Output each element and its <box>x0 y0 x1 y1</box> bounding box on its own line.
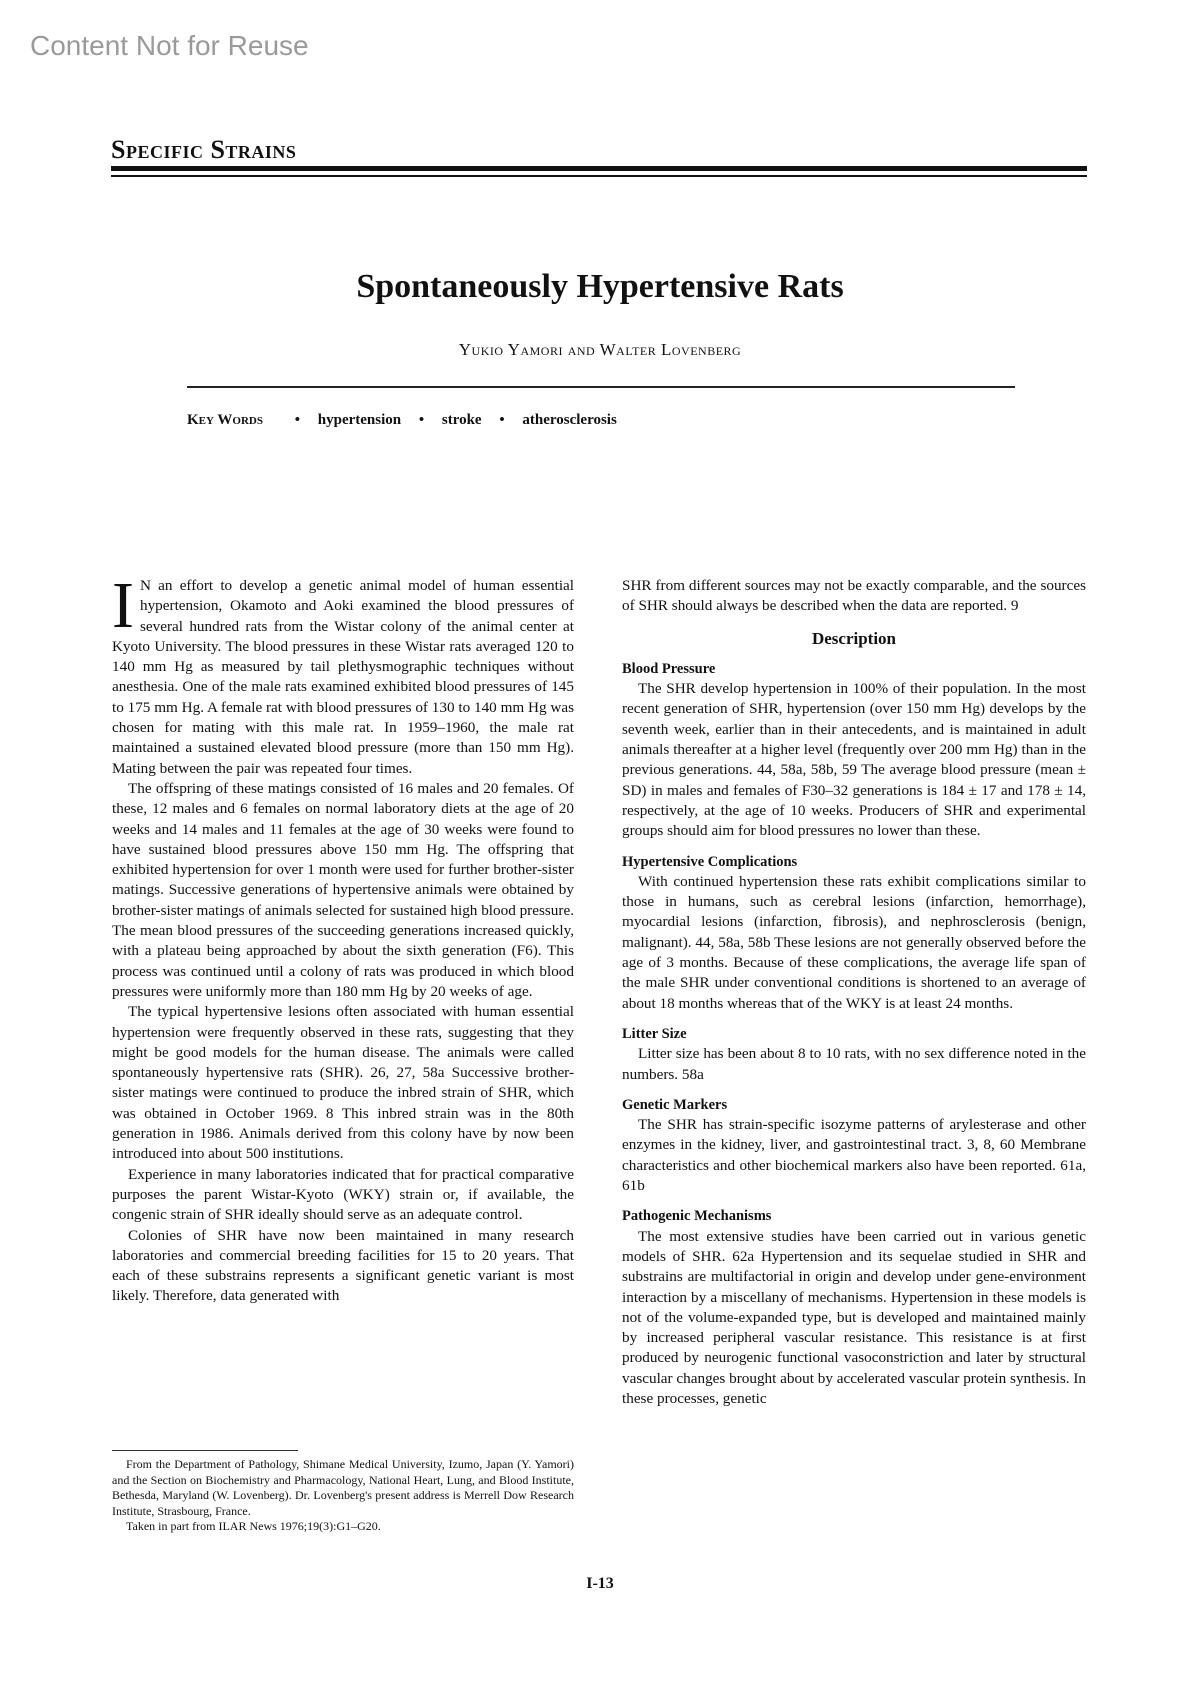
keywords-label: Key Words <box>187 412 263 428</box>
body-paragraph: The offspring of these matings consisted of 16 males and 20 females. Of these, 12 males and 6 females on normal laboratory diets at the age of 20 weeks and 14 males and 11 females at the age of 30 weeks were found to have sustained blood pressures above 150 mm Hg. The offspring that exhibited hypertension for over 1 month were used for further brother-sister matings. Successive generations of hypertensive animals were obtained by brother-sister matings of animals selected for sustained high blood pressure. The mean blood pressures of the succeeding generations increased quickly, with a plateau being approached by about the sixth generation (F6). This process was continued until a colony of rats was produced in which blood pressures were uniformly more than 180 mm Hg by 20 weeks of age. <box>112 779 574 1000</box>
body-paragraph: SHR from different sources may not be exactly comparable, and the sources of SHR should always be described when the data are reported. 9 <box>622 577 1086 615</box>
pathogenic-mechanisms-heading: Pathogenic Mechanisms <box>622 1208 772 1225</box>
right-column <box>622 576 1086 1409</box>
blood-pressure-heading: Blood Pressure <box>622 660 716 677</box>
intro-paragraph <box>112 569 574 779</box>
left-column <box>112 569 574 1307</box>
keyword-item: atherosclerosis <box>522 412 617 428</box>
keyword-separator: • <box>294 412 301 428</box>
footnote-affiliation: From the Department of Pathology, Shimane Medical University, Izumo, Japan (Y. Yamori) and the Section on Biochemistry and Pharmacology, National Heart, Lung, and Blood Institute, Bethesda, Maryland (W. Lovenberg). Dr. Lovenberg's present address is Merrell Dow Research Institute, Strasbourg, France. <box>112 1457 574 1518</box>
drop-cap: I <box>112 569 134 642</box>
author-rule <box>187 386 1015 388</box>
blood-pressure-text: The SHR develop hypertension in 100% of their population. In the most recent generation of SHR, hypertension (over 150 mm Hg) develops by the seventh week, earlier than in their antecedents, and is maintained in adult animals thereafter at a higher level (frequently over 200 mm Hg) than in the previous generations. 44, 58a, 58b, 59 The average blood pressure (mean ± SD) in males and females of F30–32 generations is 184 ± 17 and 178 ± 14, respectively, at the age of 10 weeks. Producers of SHR and experimental groups should aim for blood pressures no lower than these. <box>622 680 1086 840</box>
description-heading: Description <box>811 628 897 648</box>
genetic-markers-text: The SHR has strain-specific isozyme patterns of arylesterase and other enzymes in the kidney, liver, and gastrointestinal tract. 3, 8, 60 Membrane characteristics and other biochemical markers also have been reported. 61a, 61b <box>622 1116 1086 1195</box>
keyword-item: stroke <box>441 412 482 428</box>
article-authors: Yukio Yamori and Walter Lovenberg <box>458 340 742 359</box>
watermark: Content Not for Reuse <box>30 30 309 61</box>
footnote-rule <box>112 1450 298 1451</box>
keyword-separator: • <box>499 412 505 428</box>
header-rule-thin <box>111 175 1087 177</box>
body-paragraph: Colonies of SHR have now been maintained in many research laboratories and commercial breeding facilities for 15 to 20 years. That each of these substrains represents a significant genetic variant is most likely. Therefore, data generated with <box>112 1226 574 1305</box>
pathogenic-mechanisms-text: The most extensive studies have been carried out in various genetic models of SHR. 62a Hypertension and its sequelae studied in SHR and substrains are multifactorial in origin and develop under gene-environment interaction by a miscellany of mechanisms. Hypertension in these models is not of the volume-expanded type, but is developed and maintained mainly by increased peripheral vascular resistance. This resistance is at first produced by neurogenic functional vasoconstriction and later by structural vascular changes brought about by accelerated vascular protein synthesis. In these processes, genetic <box>622 1227 1086 1407</box>
keyword-separator: • <box>418 412 425 428</box>
header-rule-thick <box>111 166 1087 171</box>
genetic-markers-heading: Genetic Markers <box>622 1096 728 1113</box>
page-number: I-13 <box>586 1575 614 1592</box>
keywords <box>187 412 617 429</box>
body-paragraph: Experience in many laboratories indicated that for practical comparative purposes the parent Wistar-Kyoto (WKY) strain or, if available, the congenic strain of SHR ideally should serve as an adequate control. <box>112 1165 574 1224</box>
hypertensive-complications-text: With continued hypertension these rats exhibit complications similar to those in humans, such as cerebral lesions (infarction, hemorrhage), myocardial lesions (infarction, fibrosis), and nephrosclerosis (benign, malignant). 44, 58a, 58b These lesions are not generally observed before the age of 3 months. Because of these complications, the average life span of the male SHR under conventional conditions is shortened to an average of about 18 months whereas that of the WKY is at least 24 months. <box>622 872 1086 1012</box>
litter-size-heading: Litter Size <box>622 1025 687 1042</box>
keyword-item: hypertension <box>317 412 402 428</box>
hypertensive-complications-heading: Hypertensive Complications <box>622 853 798 870</box>
body-paragraph: The typical hypertensive lesions often associated with human essential hypertension were frequently observed in these rats, suggesting that they might be good models for the human disease. The animals were called spontaneously hypertensive rats (SHR). 26, 27, 58a Successive brother-sister matings were continued to produce the inbred strain of SHR, which was obtained in October 1969. 8 This inbred strain was in the 80th generation in 1986. Animals derived from this colony have by now been introduced into about 500 institutions. <box>112 1003 574 1163</box>
footnote-source: Taken in part from ILAR News 1976;19(3):G1–G20. <box>126 1519 381 1533</box>
intro-paragraph-text: N an effort to develop a genetic animal model of human essential hypertension, Okamoto and Aoki examined the blood pressures of several hundred rats from the Wistar colony of the animal center at Kyoto University. The blood pressures in these Wistar rats averaged 120 to 140 mm Hg as measured by tail plethysmographic techniques without anesthesia. One of the male rats examined exhibited blood pressures of 145 to 175 mm Hg. A female rat with blood pressures of 130 to 140 mm Hg was chosen for mating with this male rat. In 1959–1960, the male rat maintained a sustained elevated blood pressure (more than 150 mm Hg). Mating between the pair was repeated four times. <box>112 577 574 777</box>
section-heading: Specific Strains <box>111 135 297 164</box>
footnote <box>112 1457 574 1535</box>
article-title: Spontaneously Hypertensive Rats <box>356 268 844 305</box>
litter-size-text: Litter size has been about 8 to 10 rats, with no sex difference noted in the numbers. 58a <box>622 1045 1086 1083</box>
